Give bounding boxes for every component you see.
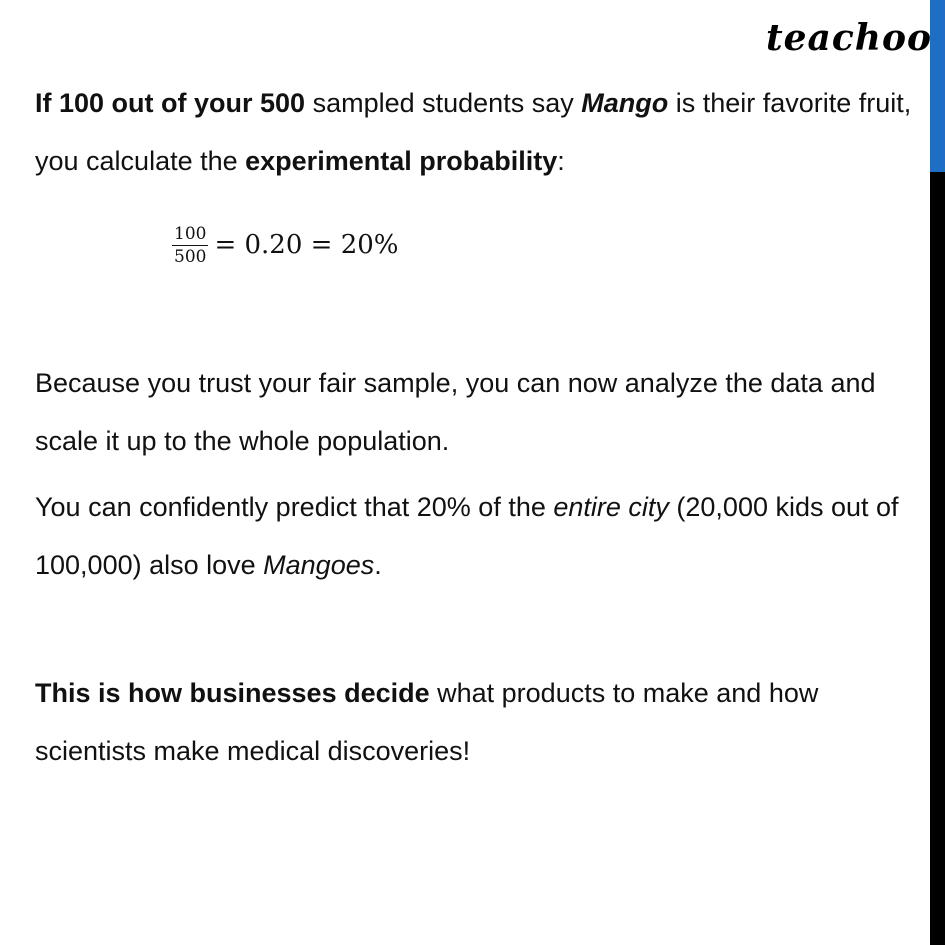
fraction-numerator: 100 [174,223,207,244]
paragraph-businesses [35,664,915,780]
entire-city-text: entire city [553,492,669,522]
paragraph-sample-result [35,74,915,190]
prediction-text-1: You can confidently predict that 20% of the [35,492,554,522]
fraction-denominator: 500 [174,246,207,267]
period-text: . [374,550,382,580]
favorite-fruit-text: is their favorite fruit, you calculate the [35,88,912,176]
businesses-decide-text: This is how businesses decide [35,678,430,708]
probability-equation [172,214,399,276]
colon-text: : [557,146,565,176]
right-side-bar [930,0,945,945]
prediction-text-2: (20,000 kids out of 100,000) also love [35,492,899,580]
sample-count-text: If 100 out of your 500 [35,88,306,118]
paragraph-prediction [35,478,915,594]
equation-result: = 0.20 = 20% [214,230,399,260]
businesses-rest-text: what products to make and how scientists make medical discoveries! [35,678,819,766]
mango-text: Mango [581,88,669,118]
sample-text: sampled students say [305,88,582,118]
fraction [172,223,208,268]
mangoes-text: Mangoes [263,550,375,580]
experimental-probability-text: experimental probability [245,146,558,176]
teachoo-logo: teachoo [766,17,932,59]
right-side-bar-accent [930,0,945,172]
paragraph-trust-sample: Because you trust your fair sample, you can now analyze the data and scale it up to the whole population. [35,368,876,456]
